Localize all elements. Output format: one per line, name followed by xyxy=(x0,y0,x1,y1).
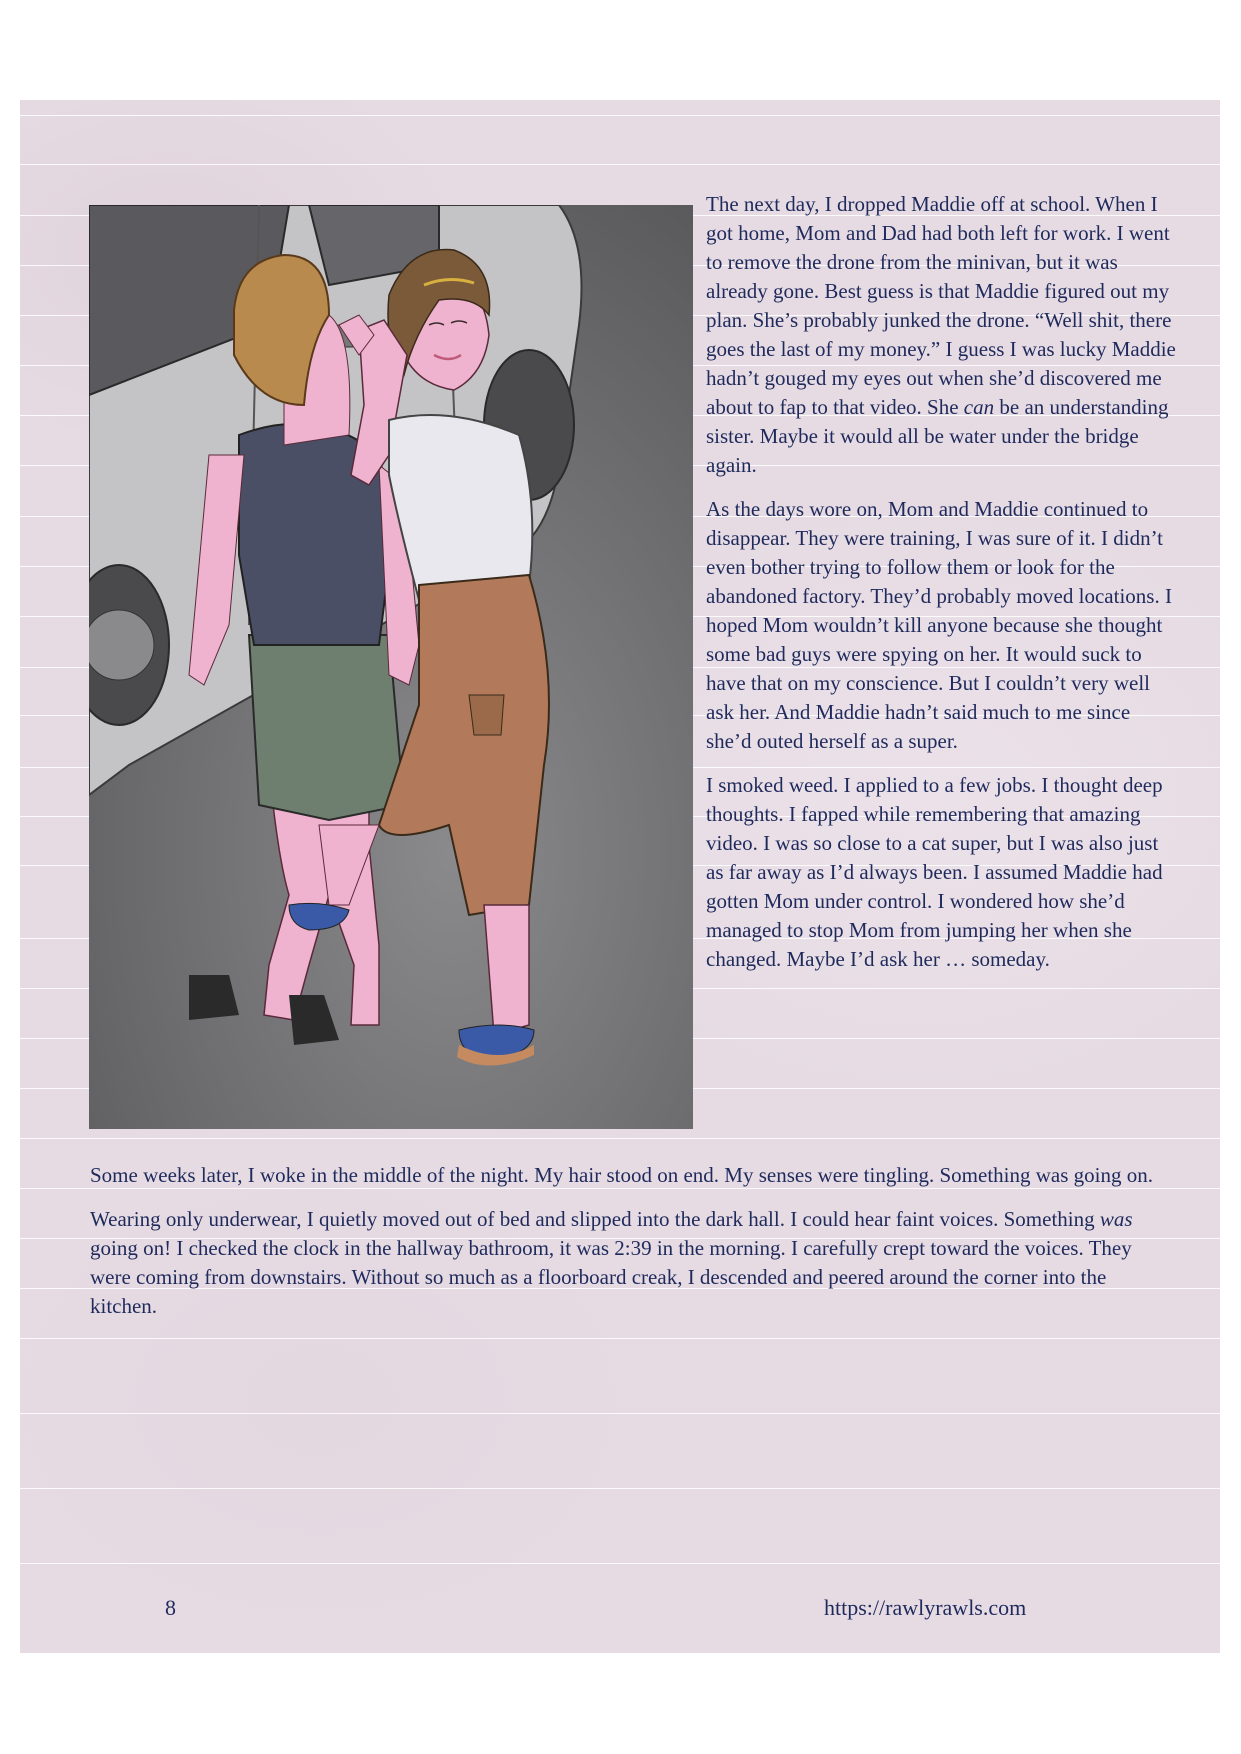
paragraph-text: Wearing only underwear, I quietly moved out of bed and slipped into the dark hall. I could hear faint voices. Something xyxy=(90,1207,1100,1231)
paragraph: I smoked weed. I applied to a few jobs. I thought deep thoughts. I fapped while remembering that amazing video. I was so close to a cat super, but I was also just as far away as I’d always been. I assumed Maddie had gotten Mom under control. I wondered how she’d managed to stop Mom from jumping her when she changed. Maybe I’d ask her … someday. xyxy=(706,773,1163,971)
story-illustration xyxy=(89,205,693,1129)
emphasis-text: was xyxy=(1099,1207,1133,1231)
paragraph xyxy=(706,190,1176,480)
paragraph xyxy=(90,1205,1170,1321)
paragraph: Some weeks later, I woke in the middle of the night. My hair stood on end. My senses were tingling. Something was going on. xyxy=(90,1163,1154,1187)
divider xyxy=(20,115,1220,116)
divider xyxy=(20,1138,1220,1139)
page-number: 8 xyxy=(165,1595,176,1620)
paragraph-text: be an understanding sister. Maybe it would all be water under the bridge again. xyxy=(706,395,1169,477)
divider xyxy=(20,1413,1220,1414)
divider xyxy=(20,1488,1220,1489)
divider xyxy=(20,1563,1220,1564)
paragraph-text: The next day, I dropped Maddie off at school. When I got home, Mom and Dad had both left for work. I went to remove the drone from the minivan, but it was already gone. Best guess is that Maddie figured out my plan. She’s probably junked the drone. “Well shit, there goes the last of my money.” I guess I was lucky Maddie hadn’t gouged my eyes out when she’d discovered me about to fap to that video. She xyxy=(706,192,1176,419)
right-text-column xyxy=(706,190,1176,989)
paragraph-text: going on! I checked the clock in the hallway bathroom, it was 2:39 in the morning. I carefully crept toward the voices. They were coming from downstairs. Without so much as a floorboard creak, I descended and peered around the corner into the kitchen. xyxy=(90,1236,1132,1318)
paragraph: As the days wore on, Mom and Maddie continued to disappear. They were training, I was sure of it. I didn’t even bother trying to follow them or look for the abandoned factory. They’d probably moved locations. I hoped Mom wouldn’t kill anyone because she thought some bad guys were spying on her. It would suck to have that on my conscience. But I couldn’t very well ask her. And Maddie hadn’t said much to me since she’d outed herself as a super. xyxy=(706,497,1172,753)
emphasis-text: can xyxy=(963,395,995,419)
divider xyxy=(20,1338,1220,1339)
page xyxy=(20,100,1220,1653)
full-width-text xyxy=(90,1161,1170,1336)
footer-url[interactable]: https://rawlyrawls.com xyxy=(824,1595,1027,1620)
divider xyxy=(20,164,1220,165)
